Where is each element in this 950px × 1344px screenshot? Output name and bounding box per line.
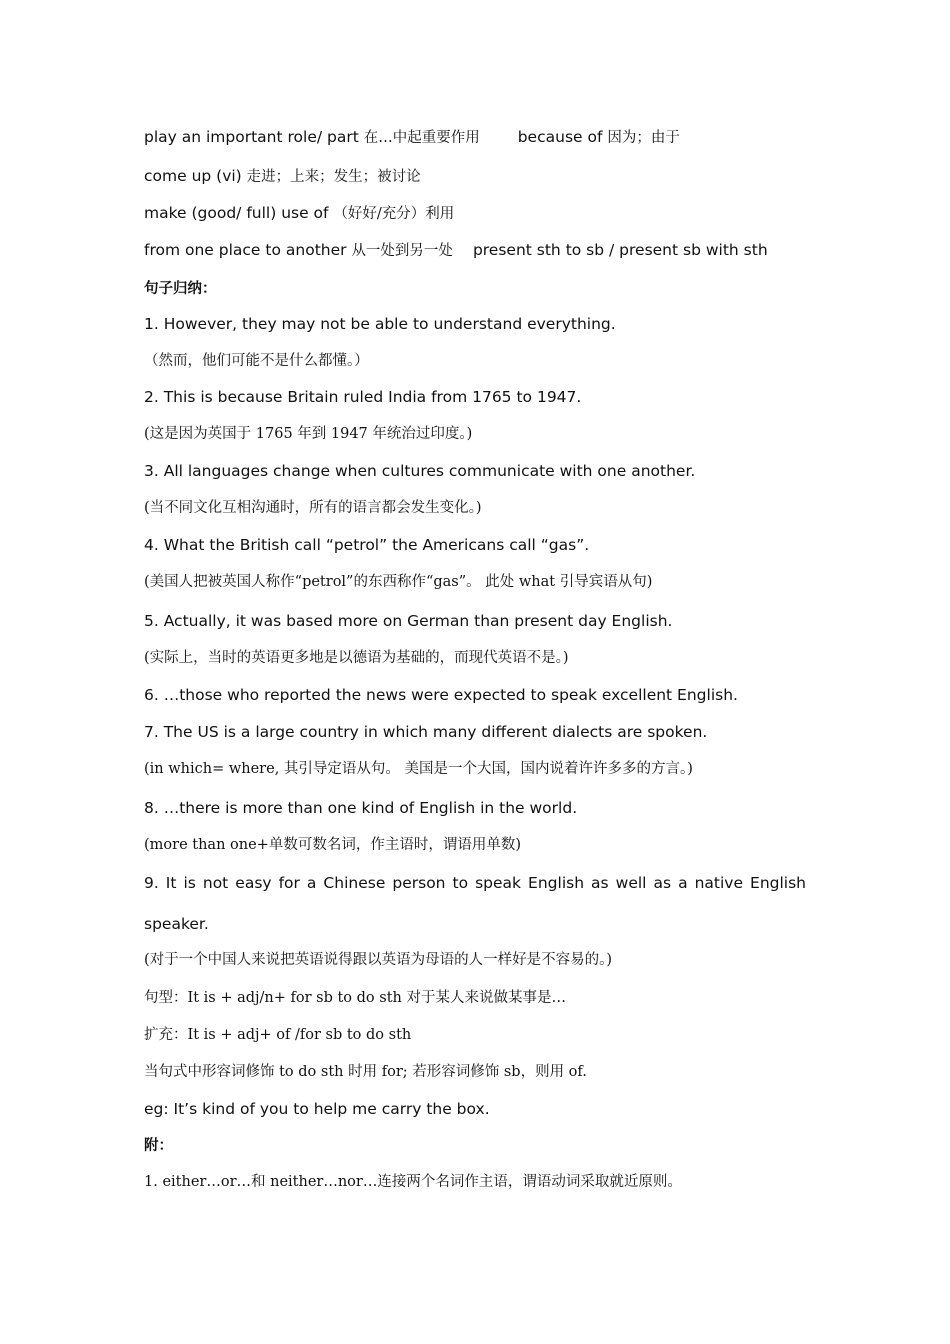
- sentence-9-line-2: speaker.: [144, 915, 209, 933]
- sentence-5: 5. Actually, it was based more on German than present day English.: [144, 612, 673, 630]
- sentence-7: 7. The US is a large country in which many different dialects are spoken.: [144, 723, 708, 741]
- phrase-en: because of: [517, 128, 608, 146]
- phrase-zh: 在…中起重要作用: [363, 130, 480, 146]
- phrase-zh: 从一处到另一处: [351, 243, 453, 259]
- sentence-pattern: 句型：It is + adj/n+ for sb to do sth 对于某人来说做某事是…: [144, 990, 566, 1006]
- phrase-en: come up (vi): [144, 167, 247, 185]
- phrase-zh: （好好/充分）利用: [333, 206, 455, 222]
- sentence-4: 4. What the British call “petrol” the Americans call “gas”.: [144, 536, 590, 554]
- pattern-extension: 扩充：It is + adj+ of /for sb to do sth: [144, 1027, 412, 1043]
- phrase-zh: 走进；上来；发生；被讨论: [246, 169, 421, 185]
- sentence-9-translation: (对于一个中国人来说把英语说得跟以英语为母语的人一样好是不容易的。): [144, 952, 613, 968]
- usage-rule: 当句式中形容词修饰 to do sth 时用 for; 若形容词修饰 sb，则用 of.: [144, 1064, 587, 1080]
- sentence-1: 1. However, they may not be able to understand everything.: [144, 315, 616, 333]
- section-title: 句子归纳：: [144, 281, 217, 297]
- sentence-8-translation: (more than one+单数可数名词，作主语时，谓语用单数): [144, 837, 521, 853]
- example-sentence: eg: It’s kind of you to help me carry the box.: [144, 1100, 490, 1118]
- phrase-line-1: [144, 127, 680, 148]
- appendix-item-1: 1. either…or…和 neither…nor…连接两个名词作主语，谓语动词采取就近原则。: [144, 1174, 682, 1190]
- appendix-title: 附：: [144, 1138, 173, 1154]
- phrase-line-2: [144, 166, 421, 187]
- sentence-2-translation: (这是因为英国于 1765 年到 1947 年统治过印度。): [144, 426, 473, 442]
- sentence-4-translation: (美国人把被英国人称作“petrol”的东西称作“gas”。 此处 what 引导宾语从句): [144, 574, 653, 590]
- phrase-en: make (good/ full) use of: [144, 204, 334, 222]
- phrase-line-3: [144, 203, 454, 224]
- phrase-line-4: [144, 240, 768, 261]
- sentence-9-line-1: 9. It is not easy for a Chinese person to speak English as well as a native English: [144, 874, 806, 892]
- phrase-en: present sth to sb / present sb with sth: [472, 241, 768, 259]
- phrase-en: play an important role/ part: [144, 128, 364, 146]
- sentence-7-translation: (in which= where, 其引导定语从句。 美国是一个大国，国内说着许许多多的方言。): [144, 761, 693, 777]
- sentence-8: 8. …there is more than one kind of English in the world.: [144, 799, 578, 817]
- sentence-5-translation: (实际上，当时的英语更多地是以德语为基础的，而现代英语不是。): [144, 650, 569, 666]
- sentence-3-translation: (当不同文化互相沟通时，所有的语言都会发生变化。): [144, 500, 482, 516]
- sentence-3: 3. All languages change when cultures communicate with one another.: [144, 462, 696, 480]
- phrase-en: from one place to another: [144, 241, 352, 259]
- sentence-6: 6. …those who reported the news were expected to speak excellent English.: [144, 686, 738, 704]
- sentence-2: 2. This is because Britain ruled India from 1765 to 1947.: [144, 388, 582, 406]
- sentence-1-translation: （然而，他们可能不是什么都懂。）: [144, 353, 369, 369]
- phrase-zh: 因为；由于: [607, 130, 680, 146]
